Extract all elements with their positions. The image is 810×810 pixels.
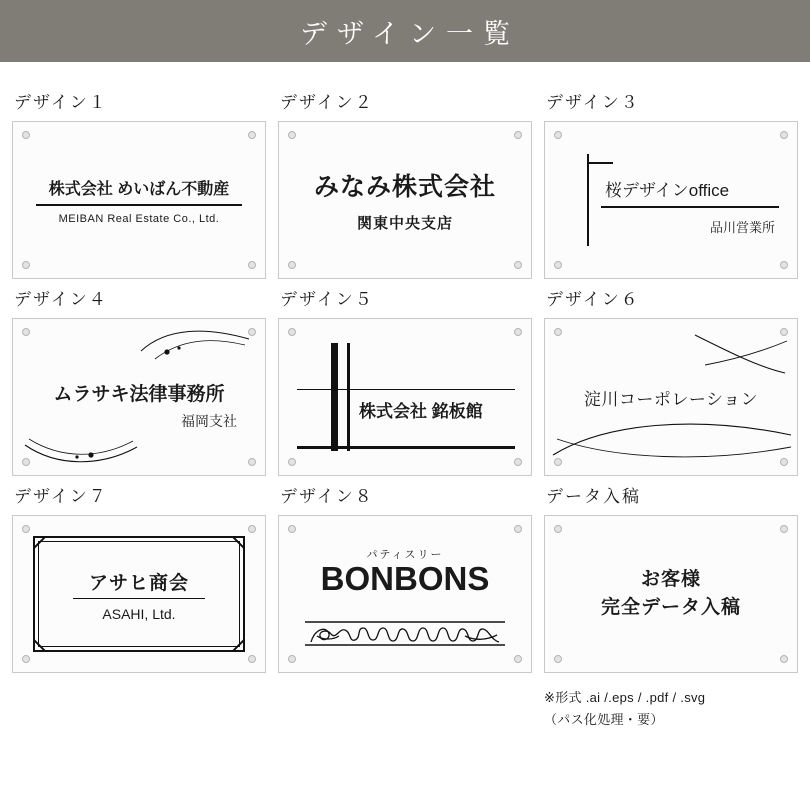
decor-vertical-line: [587, 154, 589, 246]
design-label-9: データ入稿: [546, 487, 641, 506]
design-cell-data-entry[interactable]: [544, 482, 798, 731]
format-note-line2: （パス化処理・要）: [544, 712, 664, 728]
design-plate-8[interactable]: [278, 515, 532, 673]
design-cell-8[interactable]: [278, 482, 532, 731]
design-plate-3[interactable]: [544, 121, 798, 279]
design-label-7: デザイン７: [14, 487, 108, 506]
screw-icon: [514, 328, 522, 336]
design-plate-4[interactable]: [12, 318, 266, 476]
screw-icon: [780, 261, 788, 269]
design-plate-6[interactable]: [544, 318, 798, 476]
screw-icon: [288, 655, 296, 663]
design-cell-6[interactable]: [544, 285, 798, 476]
design-plate-9[interactable]: [544, 515, 798, 673]
design-cell-4[interactable]: [12, 285, 266, 476]
screw-icon: [780, 131, 788, 139]
screw-icon: [248, 458, 256, 466]
screw-icon: [780, 655, 788, 663]
screw-icon: [22, 525, 30, 533]
screw-icon: [554, 655, 562, 663]
screw-icon: [514, 655, 522, 663]
design-plate-7[interactable]: [12, 515, 266, 673]
design-plate-5[interactable]: [278, 318, 532, 476]
screw-icon: [248, 655, 256, 663]
screw-icon: [288, 328, 296, 336]
divider-rule: [601, 206, 779, 208]
divider-rule: [36, 204, 242, 206]
screw-icon: [22, 655, 30, 663]
divider-rule: [73, 598, 205, 599]
design-label-1: デザイン１: [14, 93, 108, 112]
decor-bar-thick: [331, 343, 338, 451]
corner-ornament-icon: [232, 536, 245, 549]
screw-icon: [22, 328, 30, 336]
plate-main-text-9: お客様: [640, 569, 701, 590]
plate-main-text-3: 桜デザインoffice: [605, 181, 730, 200]
plate-sub-text-3: 品川営業所: [709, 220, 775, 235]
design-grid: [0, 62, 810, 731]
format-note-line1: ※形式 .ai /.eps / .pdf / .svg: [544, 690, 706, 705]
design-plate-2[interactable]: [278, 121, 532, 279]
design-cell-1[interactable]: [12, 88, 266, 279]
plate-main-text-6: 淀川コーポレーション: [583, 390, 759, 409]
plate-sub-text-2: 関東中央支店: [356, 215, 453, 232]
corner-ornament-icon: [33, 536, 46, 549]
decor-bar-thin: [347, 343, 350, 451]
screw-icon: [514, 458, 522, 466]
plate-main-text-4: ムラサキ法律事務所: [53, 384, 225, 405]
screw-icon: [780, 525, 788, 533]
plate-sub-text-7: ASAHI, Ltd.: [102, 606, 176, 622]
screw-icon: [288, 458, 296, 466]
plate-main-text-7: アサヒ商会: [88, 573, 189, 594]
plate-main-text-5: 株式会社 銘板館: [359, 402, 483, 421]
screw-icon: [554, 525, 562, 533]
screw-icon: [288, 525, 296, 533]
screw-icon: [514, 525, 522, 533]
flourish-icon: [137, 325, 257, 365]
divider-rule-top: [297, 389, 515, 390]
design-label-6: デザイン６: [546, 290, 640, 309]
page-header: [0, 0, 810, 62]
plate-sub-text-8: パティスリー: [366, 549, 444, 561]
decor-horizontal-line: [587, 162, 613, 164]
plate-main-text-1: 株式会社 めいばん不動産: [48, 180, 230, 198]
design-cell-5[interactable]: [278, 285, 532, 476]
page-title: デザイン一覧: [299, 18, 521, 49]
flourish-icon: [21, 431, 141, 471]
divider-rule-bottom: [297, 446, 515, 449]
design-plate-1[interactable]: [12, 121, 266, 279]
design-label-8: デザイン８: [280, 487, 374, 506]
screw-icon: [248, 525, 256, 533]
corner-ornament-icon: [33, 639, 46, 652]
scroll-ornament-icon: [305, 618, 505, 648]
screw-icon: [554, 261, 562, 269]
plate-sub-text-4: 福岡支社: [181, 413, 237, 429]
design-cell-7[interactable]: [12, 482, 266, 731]
format-note: [544, 687, 798, 731]
design-cell-3[interactable]: [544, 88, 798, 279]
design-label-5: デザイン５: [280, 290, 374, 309]
design-label-3: デザイン３: [546, 93, 640, 112]
corner-ornament-icon: [232, 639, 245, 652]
design-label-2: デザイン２: [280, 93, 374, 112]
design-label-4: デザイン４: [14, 290, 108, 309]
screw-icon: [554, 131, 562, 139]
design-cell-2[interactable]: [278, 88, 532, 279]
plate-main-text-8: BONBONS: [320, 560, 490, 597]
plate-main-text-2: みなみ株式会社: [313, 173, 496, 201]
plate-sub-text-9: 完全データ入稿: [600, 597, 741, 618]
plate-sub-text-1: MEIBAN Real Estate Co., Ltd.: [58, 212, 220, 225]
